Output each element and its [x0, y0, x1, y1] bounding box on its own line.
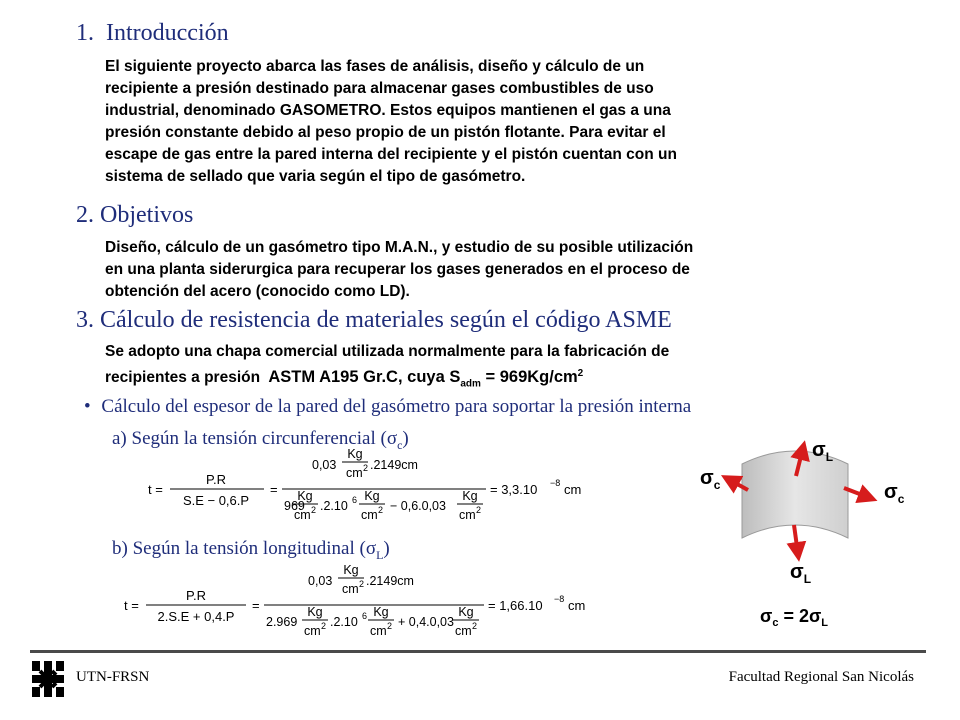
eq-b-den-kg3: Kg — [458, 605, 474, 619]
footer-left-text: UTN-FRSN — [76, 669, 150, 685]
eq-b-den-sq2: 2 — [387, 621, 393, 631]
eq-a-den-exp: 6 — [352, 495, 358, 505]
utn-logo-icon — [30, 659, 66, 699]
subscript-adm: adm — [460, 378, 481, 390]
item-a-subscript: c — [397, 437, 403, 452]
section-2-line: obtención del acero (conocido como LD). — [105, 283, 410, 300]
eq-a-result-exp: −8 — [550, 478, 561, 488]
equation-a — [146, 446, 586, 532]
section-3-body — [105, 341, 669, 395]
item-a-text: a) Según la tensión circunferencial (σ — [112, 428, 398, 449]
section-3-heading: 3. Cálculo de resistencia de materiales según el código ASME — [76, 307, 672, 333]
allowable-stress: = 969Kg/cm — [480, 368, 578, 387]
material-spec: ASTM A195 Gr.C — [268, 368, 398, 387]
eq-b-result-unit: cm — [568, 598, 586, 613]
section-1-number: 1. — [76, 20, 94, 46]
eq-a-den-kg2: Kg — [364, 489, 380, 503]
eq-a-num-cm: cm — [346, 466, 363, 480]
eq-b-lhs: t = — [124, 598, 139, 613]
eq-a-f1-den: S.E − 0,6.P — [182, 493, 250, 508]
item-b-close: ) — [383, 538, 390, 559]
eq-a-result-unit: cm — [564, 482, 582, 497]
eq-b-num-sq: 2 — [359, 579, 365, 589]
label-sigma-l-bottom: $\sigma_L$ — [790, 561, 812, 586]
eq-b-den-sq3: 2 — [472, 621, 478, 631]
eq-a-den-kg3: Kg — [462, 489, 478, 503]
footer-divider — [30, 650, 926, 653]
item-b-subscript: L — [376, 547, 384, 562]
section-1-line: industrial, denominado GASOMETRO. Estos equipos mantienen el gas a una — [105, 102, 671, 119]
eq-a-den-kg1: Kg — [297, 489, 313, 503]
sigma-l-bottom-arrow-icon — [794, 525, 798, 554]
eq-b-num-coef: 0,03 — [308, 574, 333, 588]
superscript-2: 2 — [577, 368, 584, 379]
eq-a-den-cm1: cm — [294, 508, 311, 522]
eq-a-num-sq: 2 — [363, 463, 369, 473]
section-2-line: en una planta siderurgica para recuperar los gases generados en el proceso de — [105, 261, 690, 278]
section-2-body — [105, 237, 693, 303]
eq-b-den-exp: 6 — [362, 611, 368, 621]
eq-b-den-kg2: Kg — [373, 605, 389, 619]
eq-b-den-d2: .2.10 — [330, 615, 358, 629]
eq-a-den-d2: .2.10 — [320, 499, 348, 513]
section-1-line: escape de gas entre la pared interna del recipiente y el pistón cuentan con un — [105, 146, 677, 163]
eq-b-den-cm1: cm — [304, 624, 321, 638]
eq-b-den-cm3: cm — [455, 624, 472, 638]
eq-b-num-cm: cm — [342, 582, 359, 596]
eq-a-f1-num: P.R — [206, 472, 226, 487]
section-1-line: El siguiente proyecto abarca las fases de análisis, diseño y cálculo de un — [105, 58, 645, 75]
section-3-line-2 — [105, 363, 669, 395]
item-b-text: b) Según la tensión longitudinal (σ — [112, 538, 377, 559]
section-1-title: Introducción — [106, 20, 229, 46]
eq-b-den-kg1: Kg — [307, 605, 323, 619]
eq-a-num-coef: 0,03 — [312, 458, 337, 472]
section-1-line: sistema de sellado que varia según el tipo de gasómetro. — [105, 168, 526, 185]
footer-right-text: Facultad Regional San Nicolás — [728, 669, 914, 685]
item-a-close: ) — [402, 428, 409, 449]
eq-a-result: = 3,3.10 — [490, 482, 538, 497]
section-1-heading — [76, 20, 229, 47]
eq-a-den-cm3: cm — [459, 508, 476, 522]
section-3-line-1: Se adopto una chapa comercial utilizada normalmente para la fabricación de — [105, 343, 670, 360]
eq-b-num-kg: Kg — [343, 563, 359, 577]
label-sigma-c-right: $\sigma_c$ — [884, 481, 905, 506]
stress-diagram — [690, 430, 930, 640]
section-2-line: Diseño, cálculo de un gasómetro tipo M.A.N., y estudio de su posible utilización — [105, 239, 694, 256]
eq-b-den-d1: 2.969 — [266, 615, 298, 629]
eq-b-f1-num: P.R — [186, 588, 206, 603]
eq-a-den-sq3: 2 — [476, 505, 482, 515]
bullet-text: Cálculo del espesor de la pared del gasómetro para soportar la presión interna — [101, 396, 692, 417]
label-sigma-c-left: $\sigma_c$ — [700, 467, 721, 492]
eq-a-lhs: t = — [148, 482, 163, 497]
eq-a-den-sq2: 2 — [378, 505, 384, 515]
label-sigma-l-top: $\sigma_L$ — [812, 439, 834, 464]
item-b — [112, 538, 390, 563]
eq-a-num-kg: Kg — [347, 447, 363, 461]
section-1-line: presión constante debido al peso propio de un pistón flotante. Para evitar el — [105, 124, 666, 141]
eq-a-den-sq1: 2 — [311, 505, 317, 515]
stress-relation: $\sigma_c = 2\sigma_L$ — [760, 606, 829, 629]
eq-b-den-d3: + 0,4.0,03 — [398, 615, 454, 629]
eq-a-eq2: = — [270, 482, 278, 497]
section-1-body — [105, 56, 677, 188]
section-3-text: , cuya S — [397, 368, 461, 387]
section-2-heading: 2. Objetivos — [76, 202, 194, 228]
eq-b-den-sq1: 2 — [321, 621, 327, 631]
eq-b-eq2: = — [252, 598, 260, 613]
eq-a-den-d1: 969 — [284, 499, 305, 513]
eq-a-den-cm2: cm — [361, 508, 378, 522]
section-3-text: recipientes a presión — [105, 369, 261, 387]
section-1-line: recipiente a presión destinado para almacenar gases combustibles de uso — [105, 80, 654, 97]
bullet-icon: • — [84, 396, 91, 417]
eq-b-num-tail: .2149cm — [366, 574, 414, 588]
eq-b-den-cm2: cm — [370, 624, 387, 638]
equation-b — [122, 562, 592, 648]
eq-a-num-tail: .2149cm — [370, 458, 418, 472]
eq-a-den-d3: − 0,6.0,03 — [390, 499, 446, 513]
eq-b-result: = 1,66.10 — [488, 598, 543, 613]
eq-b-f1-den: 2.S.E + 0,4.P — [157, 609, 235, 624]
bullet-line — [84, 396, 691, 418]
eq-b-result-exp: −8 — [554, 594, 565, 604]
